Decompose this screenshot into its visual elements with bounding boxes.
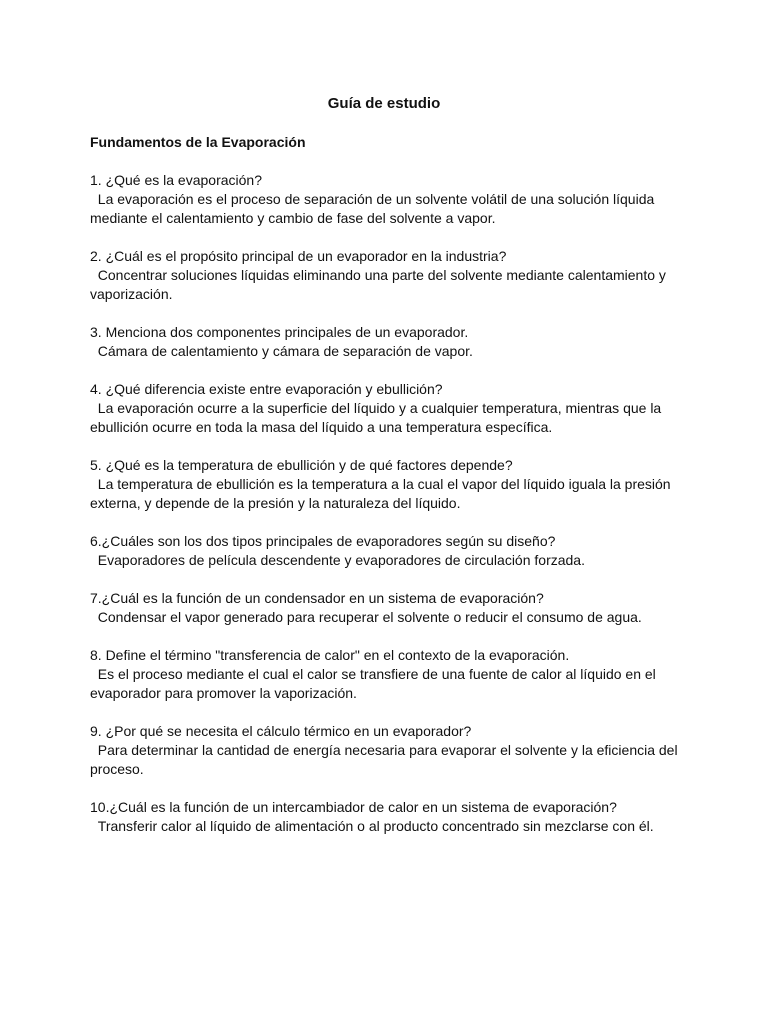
question-text: 7.¿Cuál es la función de un condensador en un sistema de evaporación? bbox=[90, 590, 544, 606]
answer-text: La evaporación ocurre a la superficie del líquido y a cualquier temperatura, mientras que la ebullición ocurre en toda la masa del líquido a una temperatura específica. bbox=[90, 400, 666, 435]
question-text: 2. ¿Cuál es el propósito principal de un evaporador en la industria? bbox=[90, 248, 507, 264]
qa-item-3 bbox=[90, 323, 690, 361]
answer-text: La evaporación es el proceso de separación de un solvente volátil de una solución líquida mediante el calentamiento y cambio de fase del solvente a vapor. bbox=[90, 191, 659, 226]
question-text: 1. ¿Qué es la evaporación? bbox=[90, 172, 262, 188]
qa-item-1 bbox=[90, 171, 690, 228]
answer-text: Concentrar soluciones líquidas eliminando una parte del solvente mediante calentamiento y vaporización. bbox=[90, 267, 670, 302]
question-text: 5. ¿Qué es la temperatura de ebullición y de qué factores depende? bbox=[90, 457, 513, 473]
question-text: 6.¿Cuáles son los dos tipos principales de evaporadores según su diseño? bbox=[90, 533, 556, 549]
qa-item-6 bbox=[90, 532, 690, 570]
answer-text: Para determinar la cantidad de energía necesaria para evaporar el solvente y la eficiencia del proceso. bbox=[90, 742, 682, 777]
question-text: 3. Menciona dos componentes principales de un evaporador. bbox=[90, 324, 469, 340]
page-title: Guía de estudio bbox=[327, 95, 441, 112]
qa-item-2 bbox=[90, 247, 690, 304]
answer-text: Es el proceso mediante el cual el calor se transfiere de una fuente de calor al líquido en el evaporador para promover la vaporización. bbox=[90, 666, 660, 701]
question-text: 4. ¿Qué diferencia existe entre evaporación y ebullición? bbox=[90, 381, 443, 397]
qa-item-10 bbox=[90, 798, 690, 836]
qa-item-4 bbox=[90, 380, 690, 437]
question-text: 8. Define el término "transferencia de calor" en el contexto de la evaporación. bbox=[90, 647, 570, 663]
answer-text: Cámara de calentamiento y cámara de separación de vapor. bbox=[90, 343, 473, 359]
answer-text: Evaporadores de película descendente y evaporadores de circulación forzada. bbox=[90, 552, 585, 568]
qa-item-7 bbox=[90, 589, 690, 627]
qa-item-5 bbox=[90, 456, 690, 513]
qa-item-8 bbox=[90, 646, 690, 703]
answer-text: Transferir calor al líquido de alimentación o al producto concentrado sin mezclarse con él. bbox=[90, 818, 654, 834]
section-heading: Fundamentos de la Evaporación bbox=[90, 134, 306, 150]
question-text: 9. ¿Por qué se necesita el cálculo térmico en un evaporador? bbox=[90, 723, 472, 739]
qa-item-9 bbox=[90, 722, 690, 779]
answer-text: Condensar el vapor generado para recuperar el solvente o reducir el consumo de agua. bbox=[90, 609, 642, 625]
document-body bbox=[90, 133, 690, 855]
answer-text: La temperatura de ebullición es la temperatura a la cual el vapor del líquido iguala la presión externa, y depende de la presión y la naturaleza del líquido. bbox=[90, 476, 675, 511]
question-text: 10.¿Cuál es la función de un intercambiador de calor en un sistema de evaporación? bbox=[90, 799, 617, 815]
